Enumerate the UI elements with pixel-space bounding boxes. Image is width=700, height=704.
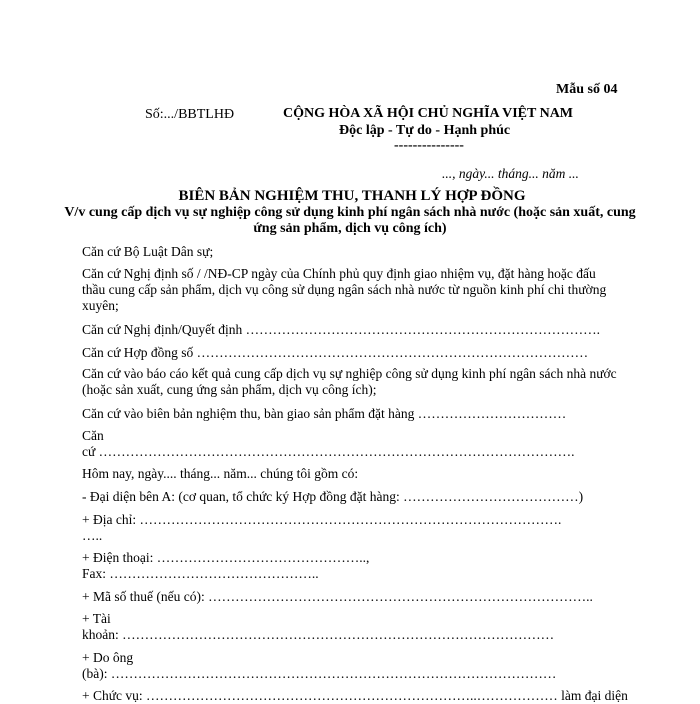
basis-contract: Căn cứ Hợp đồng số …………………………………………………………………………… — [82, 345, 589, 360]
today-statement: Hôm nay, ngày.... tháng... năm... chúng tôi gồm có: — [82, 466, 359, 481]
basis-report: Căn cứ vào báo cáo kết quả cung cấp dịch vụ sự nghiệp công sử dụng kinh phí ngân sách nhà nước (hoặc sản xuất, cung ứng sản phẩm, dịch vụ công ích); — [82, 366, 617, 397]
date-line: ..., ngày... tháng... năm ... — [442, 166, 579, 181]
basis-decision: Căn cứ Nghị định/Quyết định ……………………………………………………………………. — [82, 322, 601, 337]
tax-code-field: + Mã số thuế (nếu có): ………………………………………………………………………….. — [82, 589, 593, 604]
account-field: khoản: …………………………………………………………………………………… — [82, 627, 555, 642]
national-motto: Độc lập - Tự do - Hạnh phúc — [339, 123, 511, 138]
address-field: + Địa chỉ: …………………………………………………………………………………. — [82, 512, 562, 527]
document-number: Số:.../BBTLHĐ — [145, 107, 235, 122]
phone-field: + Điện thoại: ……………………………………….., — [82, 550, 370, 565]
address-field-cont: ….. — [82, 528, 103, 543]
basis-decree: Căn cứ Nghị định số / /NĐ-CP ngày của Chính phủ quy định giao nhiệm vụ, đặt hàng hoặc đấu thầu cung cấp sản phẩm, dịch vụ công sử dụng ngân sách nhà nước từ nguồn kinh phí chi thường xuyên; — [82, 266, 607, 313]
motto-underline: --------------- — [394, 138, 464, 153]
basis-acceptance-minutes: Căn cứ vào biên bản nghiệm thu, bàn giao sản phẩm đặt hàng …………………………… — [82, 406, 567, 421]
position-field: + Chức vụ: ………………………………………………………………..……………… làm đại diện — [82, 688, 628, 703]
basis-civil-code: Căn cứ Bộ Luật Dân sự; — [82, 244, 214, 259]
represented-by-field: (bà): ……………………………………………………………………………………… — [82, 666, 557, 681]
national-title: CỘNG HÒA XÃ HỘI CHỦ NGHĨA VIỆT NAM — [283, 106, 574, 121]
form-number: Mẫu số 04 — [556, 82, 618, 97]
document-title: BIÊN BẢN NGHIỆM THU, THANH LÝ HỢP ĐỒNG — [178, 188, 526, 204]
account-label: + Tài — [82, 611, 111, 626]
basis-other-label: Căn — [82, 428, 104, 443]
represented-by-label: + Do ông — [82, 650, 134, 665]
basis-other-blank: cứ ……………………………………………………………………………………………. — [82, 444, 575, 459]
document-subtitle: V/v cung cấp dịch vụ sự nghiệp công sử dụng kinh phí ngân sách nhà nước (hoặc sản xuất, cung ứng sản phẩm, dịch vụ công ích) — [64, 205, 636, 236]
fax-field: Fax: ……………………………………….. — [82, 566, 319, 581]
party-a-representative: - Đại diện bên A: (cơ quan, tổ chức ký Hợp đồng đặt hàng: …………………………………) — [82, 489, 584, 504]
